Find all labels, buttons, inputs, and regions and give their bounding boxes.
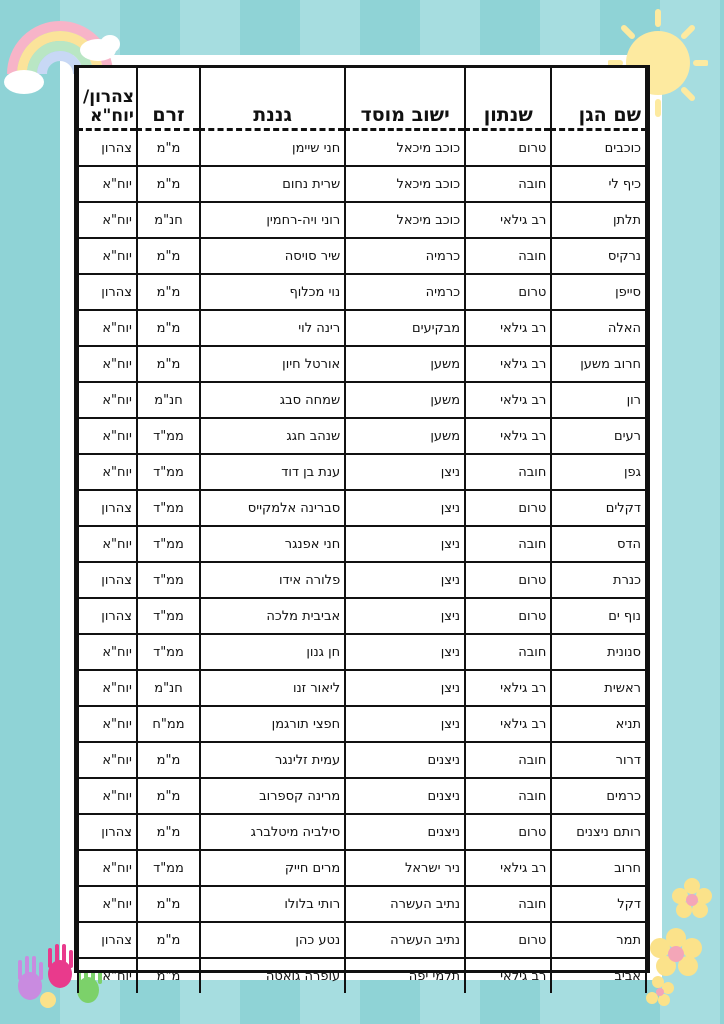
- table-row: [78, 130, 646, 167]
- table-row: [78, 418, 646, 454]
- cell-teacher: מרים חייק: [200, 850, 345, 886]
- cell-stream: ממ"ד: [137, 490, 200, 526]
- cell-kindergarten-name: תניא: [551, 706, 646, 742]
- cell-stream: ממ"ד: [137, 454, 200, 490]
- cell-teacher: חני אפנגר: [200, 526, 345, 562]
- cell-teacher: רותי בלולו: [200, 886, 345, 922]
- cell-settlement: נתיב העשרה: [345, 886, 465, 922]
- cell-kindergarten-name: תמר: [551, 922, 646, 958]
- cell-settlement: ניצנים: [345, 742, 465, 778]
- cell-schedule: יוח"א: [78, 670, 137, 706]
- kindergarten-table: [77, 68, 647, 993]
- header-teacher: גננת: [200, 68, 345, 130]
- table-row: [78, 202, 646, 238]
- table-row: [78, 454, 646, 490]
- table-body: [78, 130, 646, 994]
- cell-teacher: אורטל חיון: [200, 346, 345, 382]
- table-row: [78, 382, 646, 418]
- cell-kindergarten-name: ראשית: [551, 670, 646, 706]
- table-row: [78, 850, 646, 886]
- table-row: [78, 166, 646, 202]
- cell-settlement: משען: [345, 346, 465, 382]
- cell-stream: ממ"ד: [137, 562, 200, 598]
- cell-kindergarten-name: דקל: [551, 886, 646, 922]
- cell-schedule: צהרון: [78, 490, 137, 526]
- cell-teacher: רוני ויה-רחמין: [200, 202, 345, 238]
- cell-kindergarten-name: רון: [551, 382, 646, 418]
- cell-year: רב גילאי: [465, 850, 551, 886]
- cell-year: טרום: [465, 130, 551, 167]
- cell-stream: ממ"ד: [137, 418, 200, 454]
- table-row: [78, 346, 646, 382]
- table-row: [78, 526, 646, 562]
- cell-year: חובה: [465, 634, 551, 670]
- table-row: [78, 922, 646, 958]
- cell-teacher: חני שיימן: [200, 130, 345, 167]
- cell-kindergarten-name: דרור: [551, 742, 646, 778]
- cell-year: טרום: [465, 274, 551, 310]
- cell-settlement: ניצן: [345, 454, 465, 490]
- table-row: [78, 238, 646, 274]
- cell-settlement: משען: [345, 382, 465, 418]
- cell-settlement: ניצן: [345, 562, 465, 598]
- cell-kindergarten-name: כרמים: [551, 778, 646, 814]
- cell-kindergarten-name: נרקיס: [551, 238, 646, 274]
- header-settlement: ישוב מוסד: [345, 68, 465, 130]
- table-row: [78, 274, 646, 310]
- cell-kindergarten-name: נוף ים: [551, 598, 646, 634]
- cell-teacher: רינה לוי: [200, 310, 345, 346]
- cell-kindergarten-name: חרוב: [551, 850, 646, 886]
- cell-kindergarten-name: אביב: [551, 958, 646, 993]
- cell-settlement: ניצן: [345, 526, 465, 562]
- cell-teacher: סברינה אלמקייס: [200, 490, 345, 526]
- cell-stream: מ"מ: [137, 886, 200, 922]
- cell-kindergarten-name: סנונית: [551, 634, 646, 670]
- cell-teacher: עמית זלינגר: [200, 742, 345, 778]
- cell-settlement: כוכב מיכאל: [345, 130, 465, 167]
- cell-schedule: צהרון: [78, 922, 137, 958]
- table-row: [78, 562, 646, 598]
- cell-settlement: ניצן: [345, 490, 465, 526]
- cell-stream: ממ"ד: [137, 634, 200, 670]
- cell-year: חובה: [465, 166, 551, 202]
- cell-schedule: יוח"א: [78, 886, 137, 922]
- cell-year: טרום: [465, 922, 551, 958]
- cell-year: רב גילאי: [465, 670, 551, 706]
- cell-teacher: חן גנון: [200, 634, 345, 670]
- cell-kindergarten-name: רותם ניצנים: [551, 814, 646, 850]
- cell-schedule: יוח"א: [78, 778, 137, 814]
- cell-stream: ממ"ד: [137, 526, 200, 562]
- cell-teacher: מרינה קספרוב: [200, 778, 345, 814]
- cell-teacher: חפצי תורגמן: [200, 706, 345, 742]
- cell-kindergarten-name: דקלים: [551, 490, 646, 526]
- cell-kindergarten-name: סייפן: [551, 274, 646, 310]
- cell-settlement: ניצנים: [345, 778, 465, 814]
- cell-schedule: יוח"א: [78, 166, 137, 202]
- cell-year: חובה: [465, 454, 551, 490]
- cell-schedule: יוח"א: [78, 382, 137, 418]
- header-year: שנתון: [465, 68, 551, 130]
- cell-stream: מ"מ: [137, 130, 200, 167]
- cell-stream: חנ"מ: [137, 202, 200, 238]
- table-row: [78, 490, 646, 526]
- cell-kindergarten-name: הדס: [551, 526, 646, 562]
- cell-schedule: צהרון: [78, 598, 137, 634]
- cell-stream: מ"מ: [137, 958, 200, 993]
- cell-schedule: יוח"א: [78, 238, 137, 274]
- cell-settlement: ניצנים: [345, 814, 465, 850]
- flowers-icon: [646, 876, 720, 1006]
- cell-stream: חנ"מ: [137, 670, 200, 706]
- cell-year: רב גילאי: [465, 706, 551, 742]
- table-row: [78, 706, 646, 742]
- cell-stream: מ"מ: [137, 778, 200, 814]
- cell-settlement: נתיב העשרה: [345, 922, 465, 958]
- cell-settlement: ניר ישראל: [345, 850, 465, 886]
- cell-settlement: ניצן: [345, 598, 465, 634]
- cell-year: טרום: [465, 814, 551, 850]
- table-row: [78, 886, 646, 922]
- cell-schedule: יוח"א: [78, 526, 137, 562]
- cell-kindergarten-name: כנרת: [551, 562, 646, 598]
- table-row: [78, 310, 646, 346]
- cell-year: רב גילאי: [465, 382, 551, 418]
- cell-schedule: צהרון: [78, 814, 137, 850]
- cell-schedule: יוח"א: [78, 850, 137, 886]
- cell-year: טרום: [465, 490, 551, 526]
- cell-stream: ממ"ד: [137, 850, 200, 886]
- cell-settlement: ניצן: [345, 670, 465, 706]
- header-kindergarten-name: שם הגן: [551, 68, 646, 130]
- cell-kindergarten-name: חרוב משען: [551, 346, 646, 382]
- cell-year: רב גילאי: [465, 202, 551, 238]
- cell-stream: ממ"ד: [137, 598, 200, 634]
- cell-settlement: כרמיה: [345, 274, 465, 310]
- table-row: [78, 742, 646, 778]
- cell-schedule: יוח"א: [78, 958, 137, 993]
- table-row: [78, 814, 646, 850]
- cell-settlement: מבקיעים: [345, 310, 465, 346]
- table-row: [78, 598, 646, 634]
- cell-year: חובה: [465, 526, 551, 562]
- cell-year: חובה: [465, 742, 551, 778]
- cell-year: רב גילאי: [465, 310, 551, 346]
- cell-schedule: יוח"א: [78, 310, 137, 346]
- header-schedule: [78, 68, 137, 130]
- cell-year: חובה: [465, 778, 551, 814]
- cell-teacher: שנהב חגג: [200, 418, 345, 454]
- cell-kindergarten-name: כיף לי: [551, 166, 646, 202]
- cell-teacher: שיר סויסה: [200, 238, 345, 274]
- cell-stream: חנ"מ: [137, 382, 200, 418]
- cell-settlement: תלמי יפה: [345, 958, 465, 993]
- cell-year: רב גילאי: [465, 958, 551, 993]
- cell-stream: מ"מ: [137, 742, 200, 778]
- cell-stream: מ"מ: [137, 346, 200, 382]
- header-schedule-line1: צהרון/: [83, 87, 134, 107]
- cell-teacher: פלורה אידו: [200, 562, 345, 598]
- cell-stream: מ"מ: [137, 274, 200, 310]
- cell-year: חובה: [465, 886, 551, 922]
- cell-kindergarten-name: גפן: [551, 454, 646, 490]
- cell-teacher: נטע כהן: [200, 922, 345, 958]
- cell-teacher: שמחה סבג: [200, 382, 345, 418]
- cell-year: חובה: [465, 238, 551, 274]
- cell-settlement: כרמיה: [345, 238, 465, 274]
- table-row: [78, 634, 646, 670]
- cell-kindergarten-name: תלתן: [551, 202, 646, 238]
- cell-teacher: ליאור זנו: [200, 670, 345, 706]
- table-row: [78, 958, 646, 993]
- cell-year: רב גילאי: [465, 346, 551, 382]
- cell-schedule: צהרון: [78, 274, 137, 310]
- cell-stream: מ"מ: [137, 238, 200, 274]
- cell-schedule: יוח"א: [78, 418, 137, 454]
- table-row: [78, 778, 646, 814]
- cell-stream: מ"מ: [137, 310, 200, 346]
- header-stream: זרם: [137, 68, 200, 130]
- cell-schedule: יוח"א: [78, 742, 137, 778]
- cell-schedule: צהרון: [78, 562, 137, 598]
- cell-teacher: שרית נחום: [200, 166, 345, 202]
- cell-schedule: יוח"א: [78, 202, 137, 238]
- cell-settlement: כוכב מיכאל: [345, 202, 465, 238]
- cell-settlement: ניצן: [345, 634, 465, 670]
- cell-kindergarten-name: כוכבים: [551, 130, 646, 167]
- cell-teacher: נוי מכלוף: [200, 274, 345, 310]
- cell-schedule: יוח"א: [78, 346, 137, 382]
- table-row: [78, 670, 646, 706]
- cell-teacher: אביבית מלכה: [200, 598, 345, 634]
- cell-teacher: עופרה גואטה: [200, 958, 345, 993]
- cell-teacher: ענת בן דוד: [200, 454, 345, 490]
- cell-stream: מ"מ: [137, 166, 200, 202]
- cell-teacher: סילביה מיטלברג: [200, 814, 345, 850]
- cell-schedule: יוח"א: [78, 634, 137, 670]
- cell-year: רב גילאי: [465, 418, 551, 454]
- cell-schedule: צהרון: [78, 130, 137, 167]
- kindergarten-table-container: [74, 65, 650, 984]
- cell-settlement: משען: [345, 418, 465, 454]
- cell-year: טרום: [465, 562, 551, 598]
- cell-year: טרום: [465, 598, 551, 634]
- table-header-row: [78, 68, 646, 130]
- cell-settlement: כוכב מיכאל: [345, 166, 465, 202]
- cell-stream: מ"מ: [137, 814, 200, 850]
- header-schedule-line2: יוח"א: [90, 106, 134, 126]
- cell-kindergarten-name: האלה: [551, 310, 646, 346]
- cell-schedule: יוח"א: [78, 706, 137, 742]
- cell-stream: ממ"ח: [137, 706, 200, 742]
- cell-schedule: יוח"א: [78, 454, 137, 490]
- cell-settlement: ניצן: [345, 706, 465, 742]
- cell-kindergarten-name: רעים: [551, 418, 646, 454]
- cell-stream: מ"מ: [137, 922, 200, 958]
